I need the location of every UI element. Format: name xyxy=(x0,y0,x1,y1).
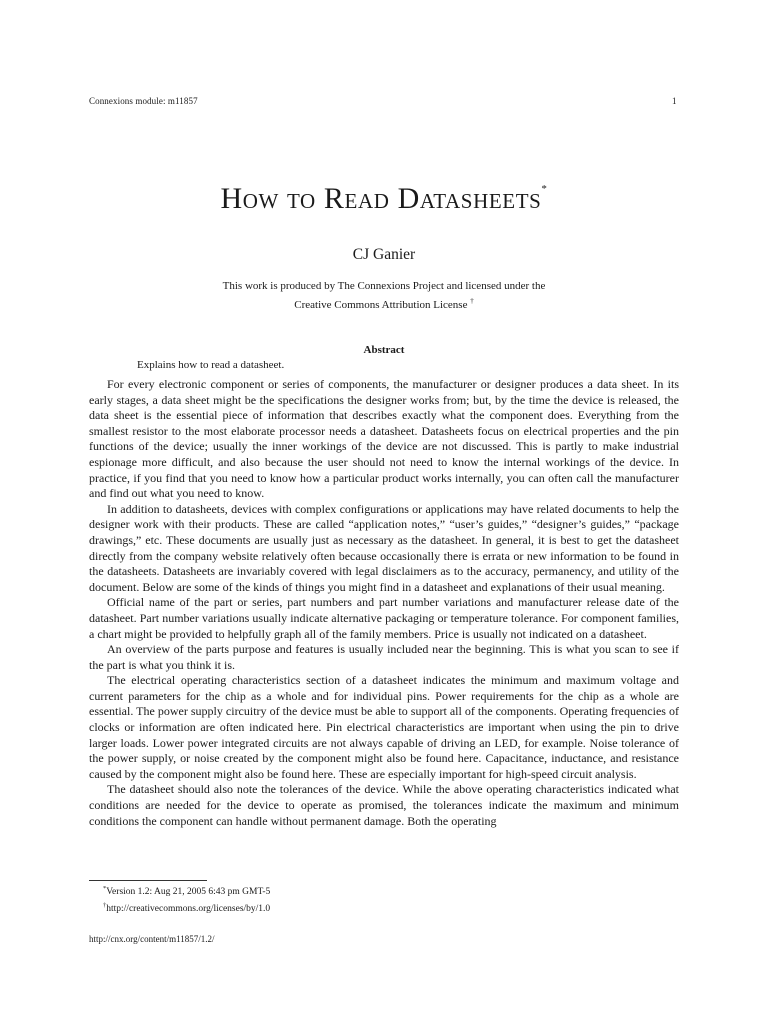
abstract-text: Explains how to read a datasheet. xyxy=(137,359,285,371)
body-paragraph: An overview of the parts purpose and features is usually included near the beginning. This is what you scan to see if the part is what you think it is. xyxy=(89,642,679,672)
title-text: How to Read Datasheets xyxy=(220,182,542,215)
footnotes xyxy=(103,882,270,916)
page-number: 1 xyxy=(672,96,677,106)
footnote-version xyxy=(103,882,270,899)
footnote-text: http://creativecommons.org/licenses/by/1.0 xyxy=(106,904,271,914)
footer-url-link[interactable]: http://cnx.org/content/m11857/1.2/ xyxy=(89,934,215,944)
footnote-text: Version 1.2: Aug 21, 2005 6:43 pm GMT-5 xyxy=(106,887,271,897)
footnote-marker: † xyxy=(103,902,107,909)
license-name: Creative Commons Attribution License xyxy=(294,299,468,311)
body-text xyxy=(89,377,679,829)
body-paragraph: In addition to datasheets, devices with complex configurations or applications may have related documents to help the designer work with their products. These are called “application notes,” “user’s guides,” “designer’s guides,” “package drawings,” etc. These documents are usually just as necessary as the datasheet. In general, it is best to get the datasheet directly from the company website relatively often because occasionally there is errata or new information to be found in the datasheets. Datasheets are invariably covered with legal disclaimers as to the accuracy, permanency, and utility of the document. Below are some of the kinds of things you might find in a datasheet and explanations of their usual meaning. xyxy=(89,501,679,594)
author-name: CJ Ganier xyxy=(352,246,416,263)
body-paragraph: Official name of the part or series, part numbers and part number variations and manufacturer release date of the datasheet. Part number variations usually indicate alternative packaging or temperature tolerance. For component families, a chart might be provided to helpfully graph all of the family members. Price is usually not indicated on a datasheet. xyxy=(89,595,679,641)
abstract-heading: Abstract xyxy=(363,344,405,356)
running-header-module: Connexions module: m11857 xyxy=(89,96,198,106)
body-paragraph: For every electronic component or series of components, the manufacturer or designer produces a data sheet. In its early stages, a data sheet might be the specifications the designer works from; but, by the time the device is released, the data sheet is the essential piece of information that describes exactly what the component does. Everything from the smallest resistor to the most elaborate processor needs a datasheet. Datasheets focus on electrical properties and the pin functions of the device; usually the inner workings of the device are not discussed. This is partly to make industrial espionage more difficult, and also because the user should not need to know the internal workings of the device. In practice, if you find that you need to know how a particular product works internally, you can often call the manufacturer and find out what you need to know. xyxy=(89,377,679,501)
footnote-license-url xyxy=(103,899,270,916)
license-footnote-marker: † xyxy=(470,297,474,305)
license-statement xyxy=(0,279,768,313)
title-footnote-marker: * xyxy=(541,183,548,195)
license-line-1: This work is produced by The Connexions Project and licensed under the xyxy=(222,280,546,292)
footnote-divider xyxy=(89,880,207,881)
document-title xyxy=(0,182,768,216)
body-paragraph: The datasheet should also note the tolerances of the device. While the above operating characteristics indicated what conditions are needed for the device to operate as promised, the tolerances indicate the maximum and minimum conditions the component can handle without permanent damage. Both the operating xyxy=(89,782,679,828)
license-line-2 xyxy=(0,294,768,313)
body-paragraph: The electrical operating characteristics section of a datasheet indicates the minimum and maximum voltage and current parameters for the chip as a whole and for individual pins. Power requirements for the chip as a whole are essential. The power supply circuitry of the device must be able to support all of the components. Operating frequencies of clocks or information are often indicated here. Pin electrical characteristics are important when using the pin to drive larger loads. Lower power integrated circuits are not always capable of driving an LED, for example. Noise tolerance of the power supply, or noise created by the component might also be found here. Capacitance, inductance, and resistance caused by the component might also be found here. These are especially important for high-speed circuit analysis. xyxy=(89,673,679,781)
footnote-marker: * xyxy=(103,885,107,892)
